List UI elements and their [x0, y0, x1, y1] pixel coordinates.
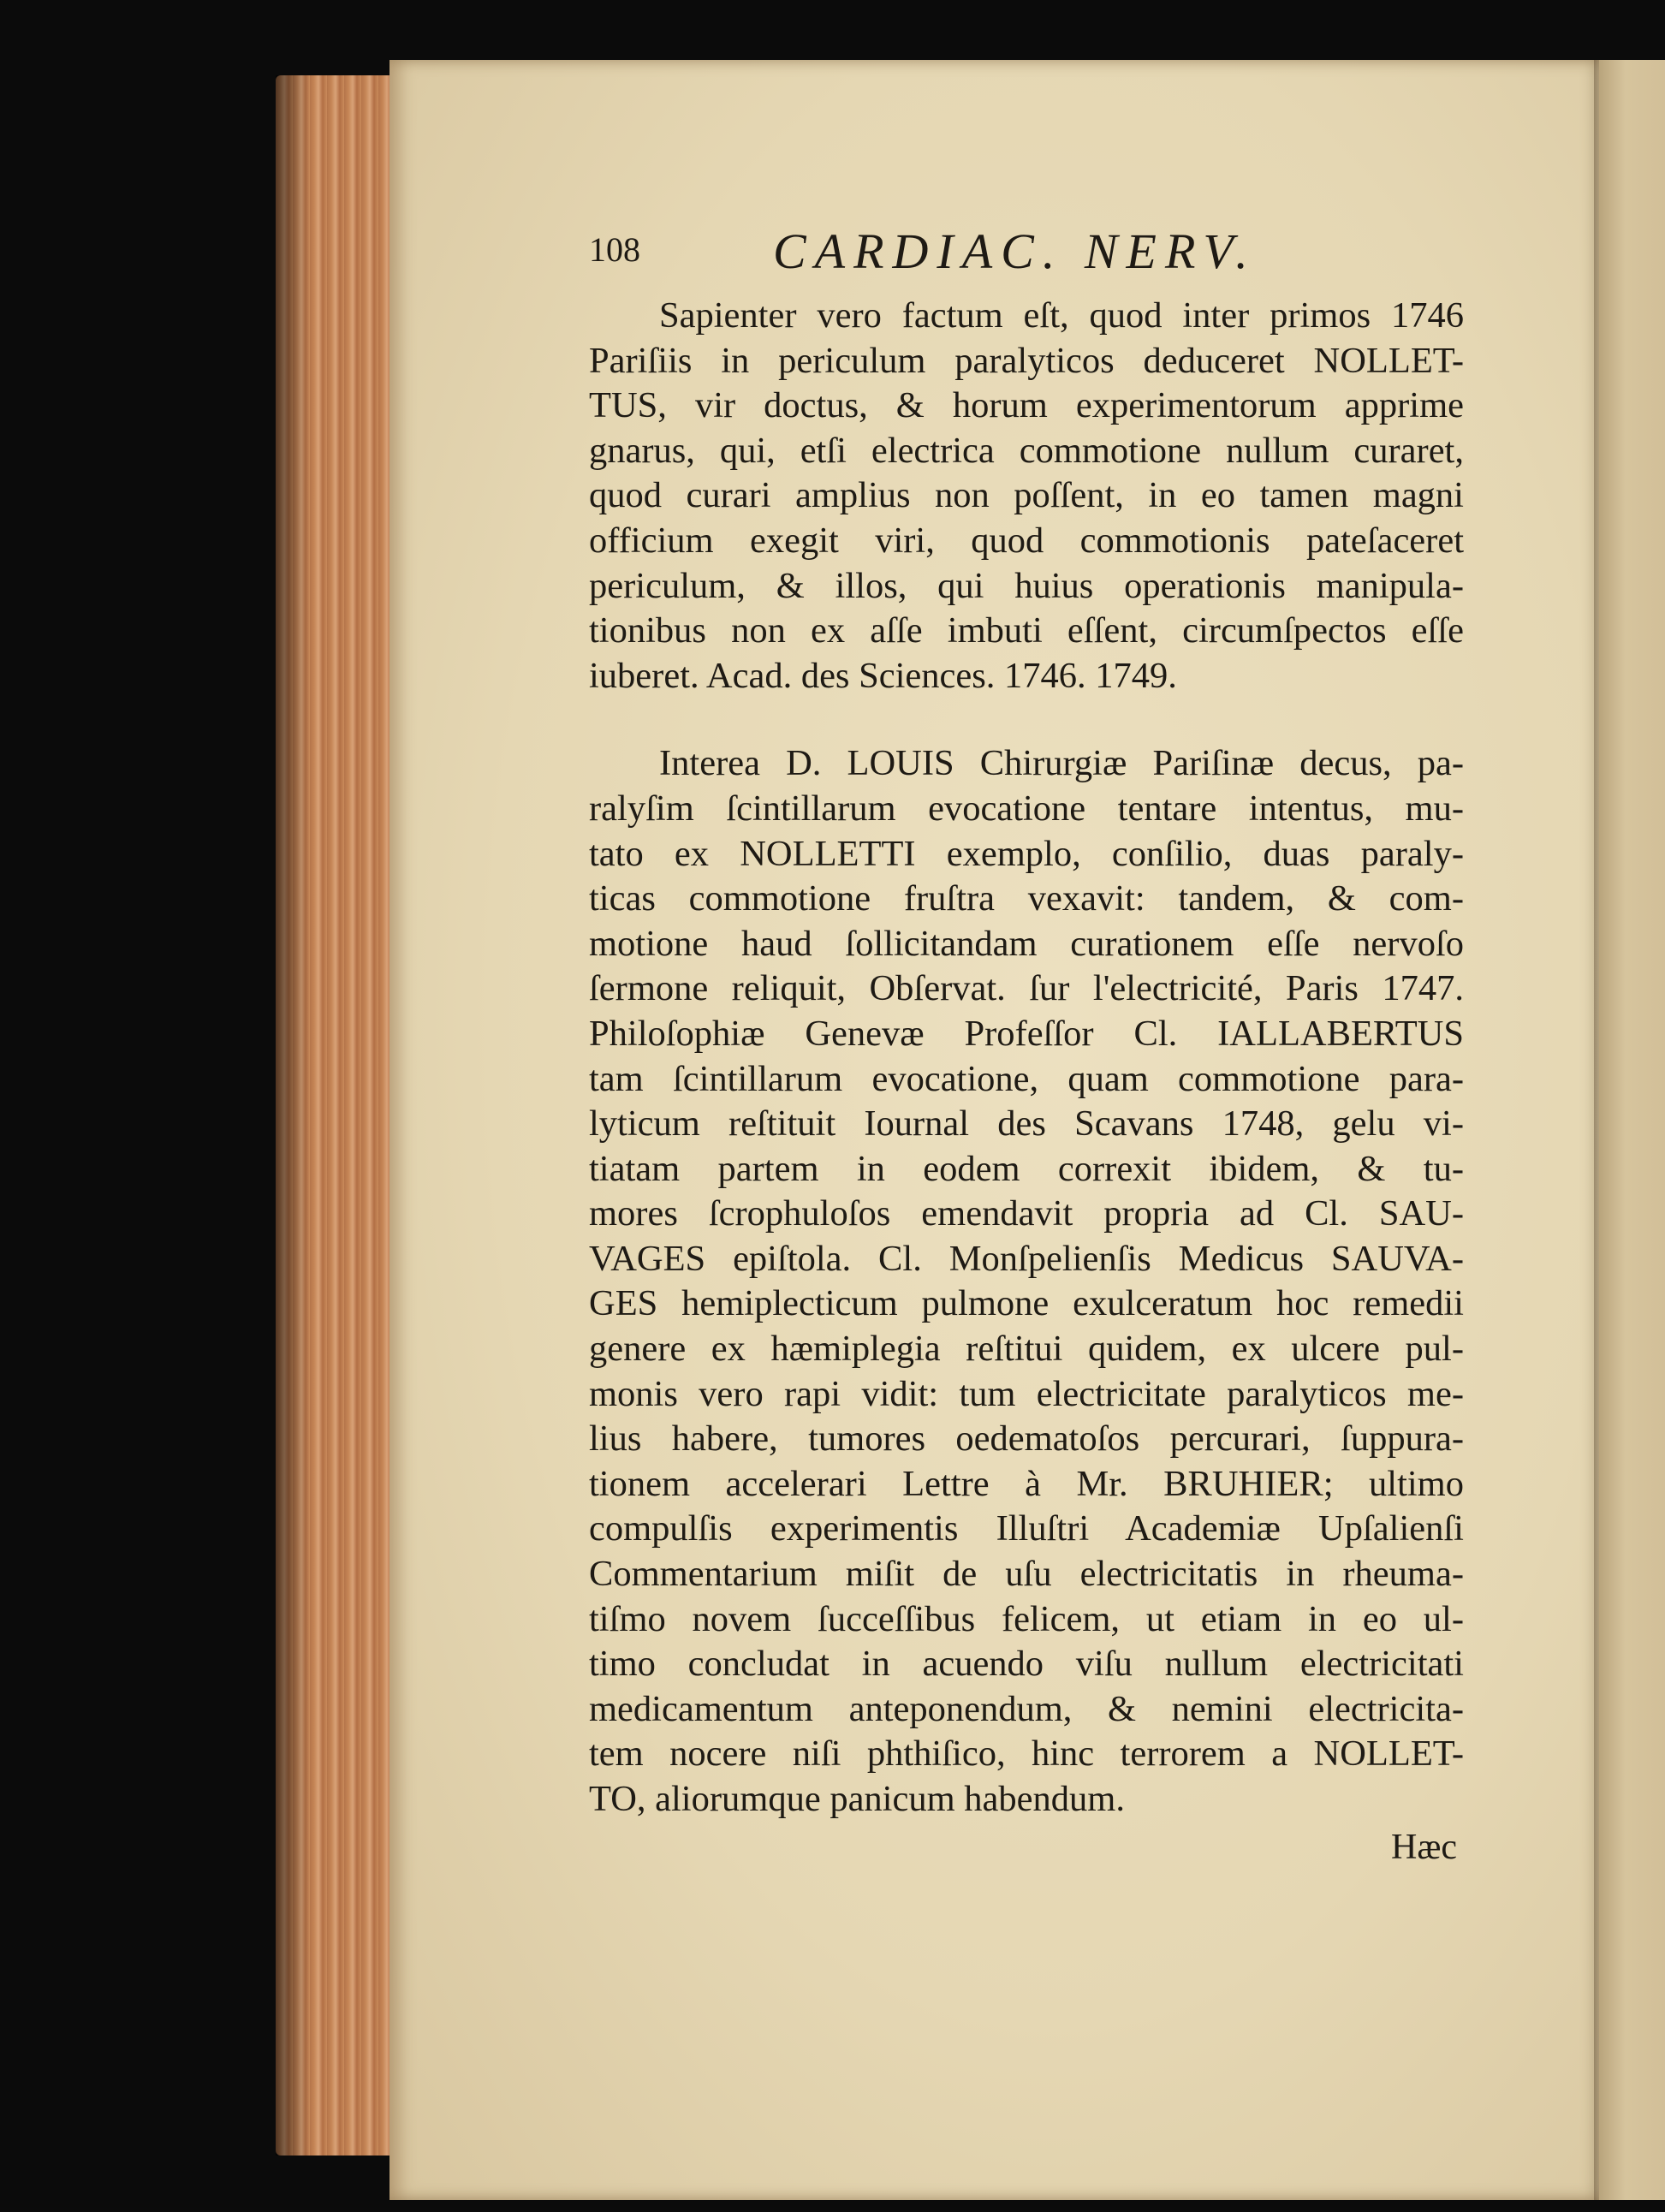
- text-line: medicamentum anteponendum, & nemini electricita-: [589, 1688, 1464, 1729]
- text-line: monis vero rapi vidit: tum electricitate paralyticos me-: [589, 1373, 1464, 1414]
- text-line: ſermone reliquit, Obſervat. ſur l'electricité, Paris 1747.: [589, 968, 1464, 1009]
- text-line: GES hemiplecticum pulmone exulceratum hoc remedii: [589, 1283, 1464, 1324]
- text-line: timo concludat in acuendo viſu nullum electricitati: [589, 1644, 1464, 1685]
- page-number: 108: [589, 230, 640, 269]
- book-page-edges: [276, 75, 395, 2156]
- text-line: Sapienter vero factum eſt, quod inter primos 1746: [659, 295, 1464, 336]
- body-text: [589, 294, 1464, 1823]
- text-line: genere ex hæmiplegia reſtitui quidem, ex ulcere pul-: [589, 1329, 1464, 1370]
- text-line: Philoſophiæ Genevæ Profeſſor Cl. IALLABERTUS: [589, 1013, 1464, 1054]
- text-line: TO, aliorumque panicum habendum.: [589, 1779, 1125, 1819]
- facing-page-edge: [1599, 60, 1665, 2200]
- text-line: Commentarium miſit de uſu electricitatis in rheuma-: [589, 1554, 1464, 1595]
- text-line: Pariſiis in periculum paralyticos deduceret NOLLET-: [589, 340, 1464, 381]
- text-line: motione haud ſollicitandam curationem eſſe nervoſo: [589, 923, 1464, 964]
- text-line: iuberet. Acad. des Sciences. 1746. 1749.: [589, 655, 1177, 696]
- page-header: [589, 223, 1454, 282]
- text-line: quod curari amplius non poſſent, in eo tamen magni: [589, 475, 1464, 516]
- text-line: gnarus, qui, etſi electrica commotione nullum curaret,: [589, 430, 1464, 471]
- text-line: tiatam partem in eodem correxit ibidem, & tu-: [589, 1148, 1464, 1189]
- text-line: tionem accelerari Lettre à Mr. BRUHIER; ultimo: [589, 1463, 1464, 1504]
- text-line: ralyſim ſcintillarum evocatione tentare intentus, mu-: [589, 788, 1464, 829]
- text-line: Interea D. LOUIS Chirurgiæ Pariſinæ decus, pa-: [659, 743, 1464, 784]
- text-line: lyticum reſtituit Iournal des Scavans 1748, gelu vi-: [589, 1103, 1464, 1145]
- text-line: officium exegit viri, quod commotionis pateſaceret: [589, 520, 1464, 561]
- text-line: mores ſcrophuloſos emendavit propria ad Cl. SAU-: [589, 1193, 1464, 1234]
- text-line: tem nocere niſi phthiſico, hinc terrorem a NOLLET-: [589, 1733, 1464, 1775]
- catchword: Hæc: [1391, 1828, 1457, 1867]
- text-line: tato ex NOLLETTI exemplo, conſilio, duas paraly-: [589, 833, 1464, 874]
- paragraph-2: [589, 741, 1464, 1822]
- text-line: tam ſcintillarum evocatione, quam commotione para-: [589, 1058, 1464, 1099]
- text-line: TUS, vir doctus, & horum experimentorum apprime: [589, 385, 1464, 426]
- text-line: ticas commotione fruſtra vexavit: tandem, & com-: [589, 878, 1464, 919]
- text-line: tiſmo novem ſucceſſibus felicem, ut etiam in eo ul-: [589, 1598, 1464, 1639]
- text-line: periculum, & illos, qui huius operationis manipula-: [589, 565, 1464, 606]
- paragraph-1: [589, 294, 1464, 699]
- text-line: lius habere, tumores oedematoſos percurari, ſuppura-: [589, 1418, 1464, 1460]
- text-line: tionibus non ex aſſe imbuti eſſent, circumſpectos eſſe: [589, 610, 1464, 651]
- text-line: VAGES epiſtola. Cl. Monſpelienſis Medicus SAUVA-: [589, 1238, 1464, 1279]
- running-title: CARDIAC. NERV.: [773, 223, 1257, 279]
- text-line: compulſis experimentis Illuſtri Academiæ Upſalienſi: [589, 1508, 1464, 1549]
- paragraph-gap: [589, 699, 1464, 741]
